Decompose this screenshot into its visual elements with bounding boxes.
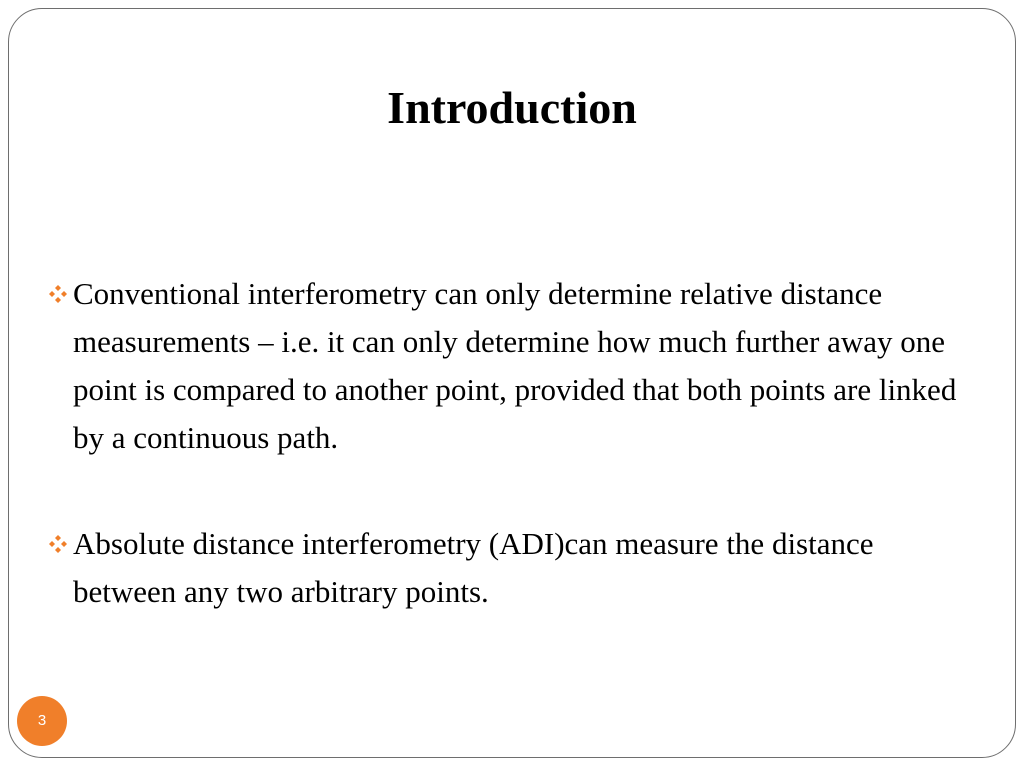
page-number-badge: 3 <box>17 696 67 746</box>
bullet-list <box>44 270 984 616</box>
diamond-bullet-icon <box>46 284 70 304</box>
bullet-text: Absolute distance interferometry (ADI)can measure the distance between any two arbitrary points. <box>73 526 874 609</box>
bullet-text: Conventional interferometry can only determine relative distance measurements – i.e. it can only determine how much further away one point is compared to another point, provided that both points are linked by a continuous path. <box>73 276 957 455</box>
bullet-item <box>44 520 984 616</box>
bullet-item <box>44 270 984 462</box>
diamond-bullet-icon <box>46 534 70 554</box>
slide-title: Introduction <box>387 82 637 133</box>
